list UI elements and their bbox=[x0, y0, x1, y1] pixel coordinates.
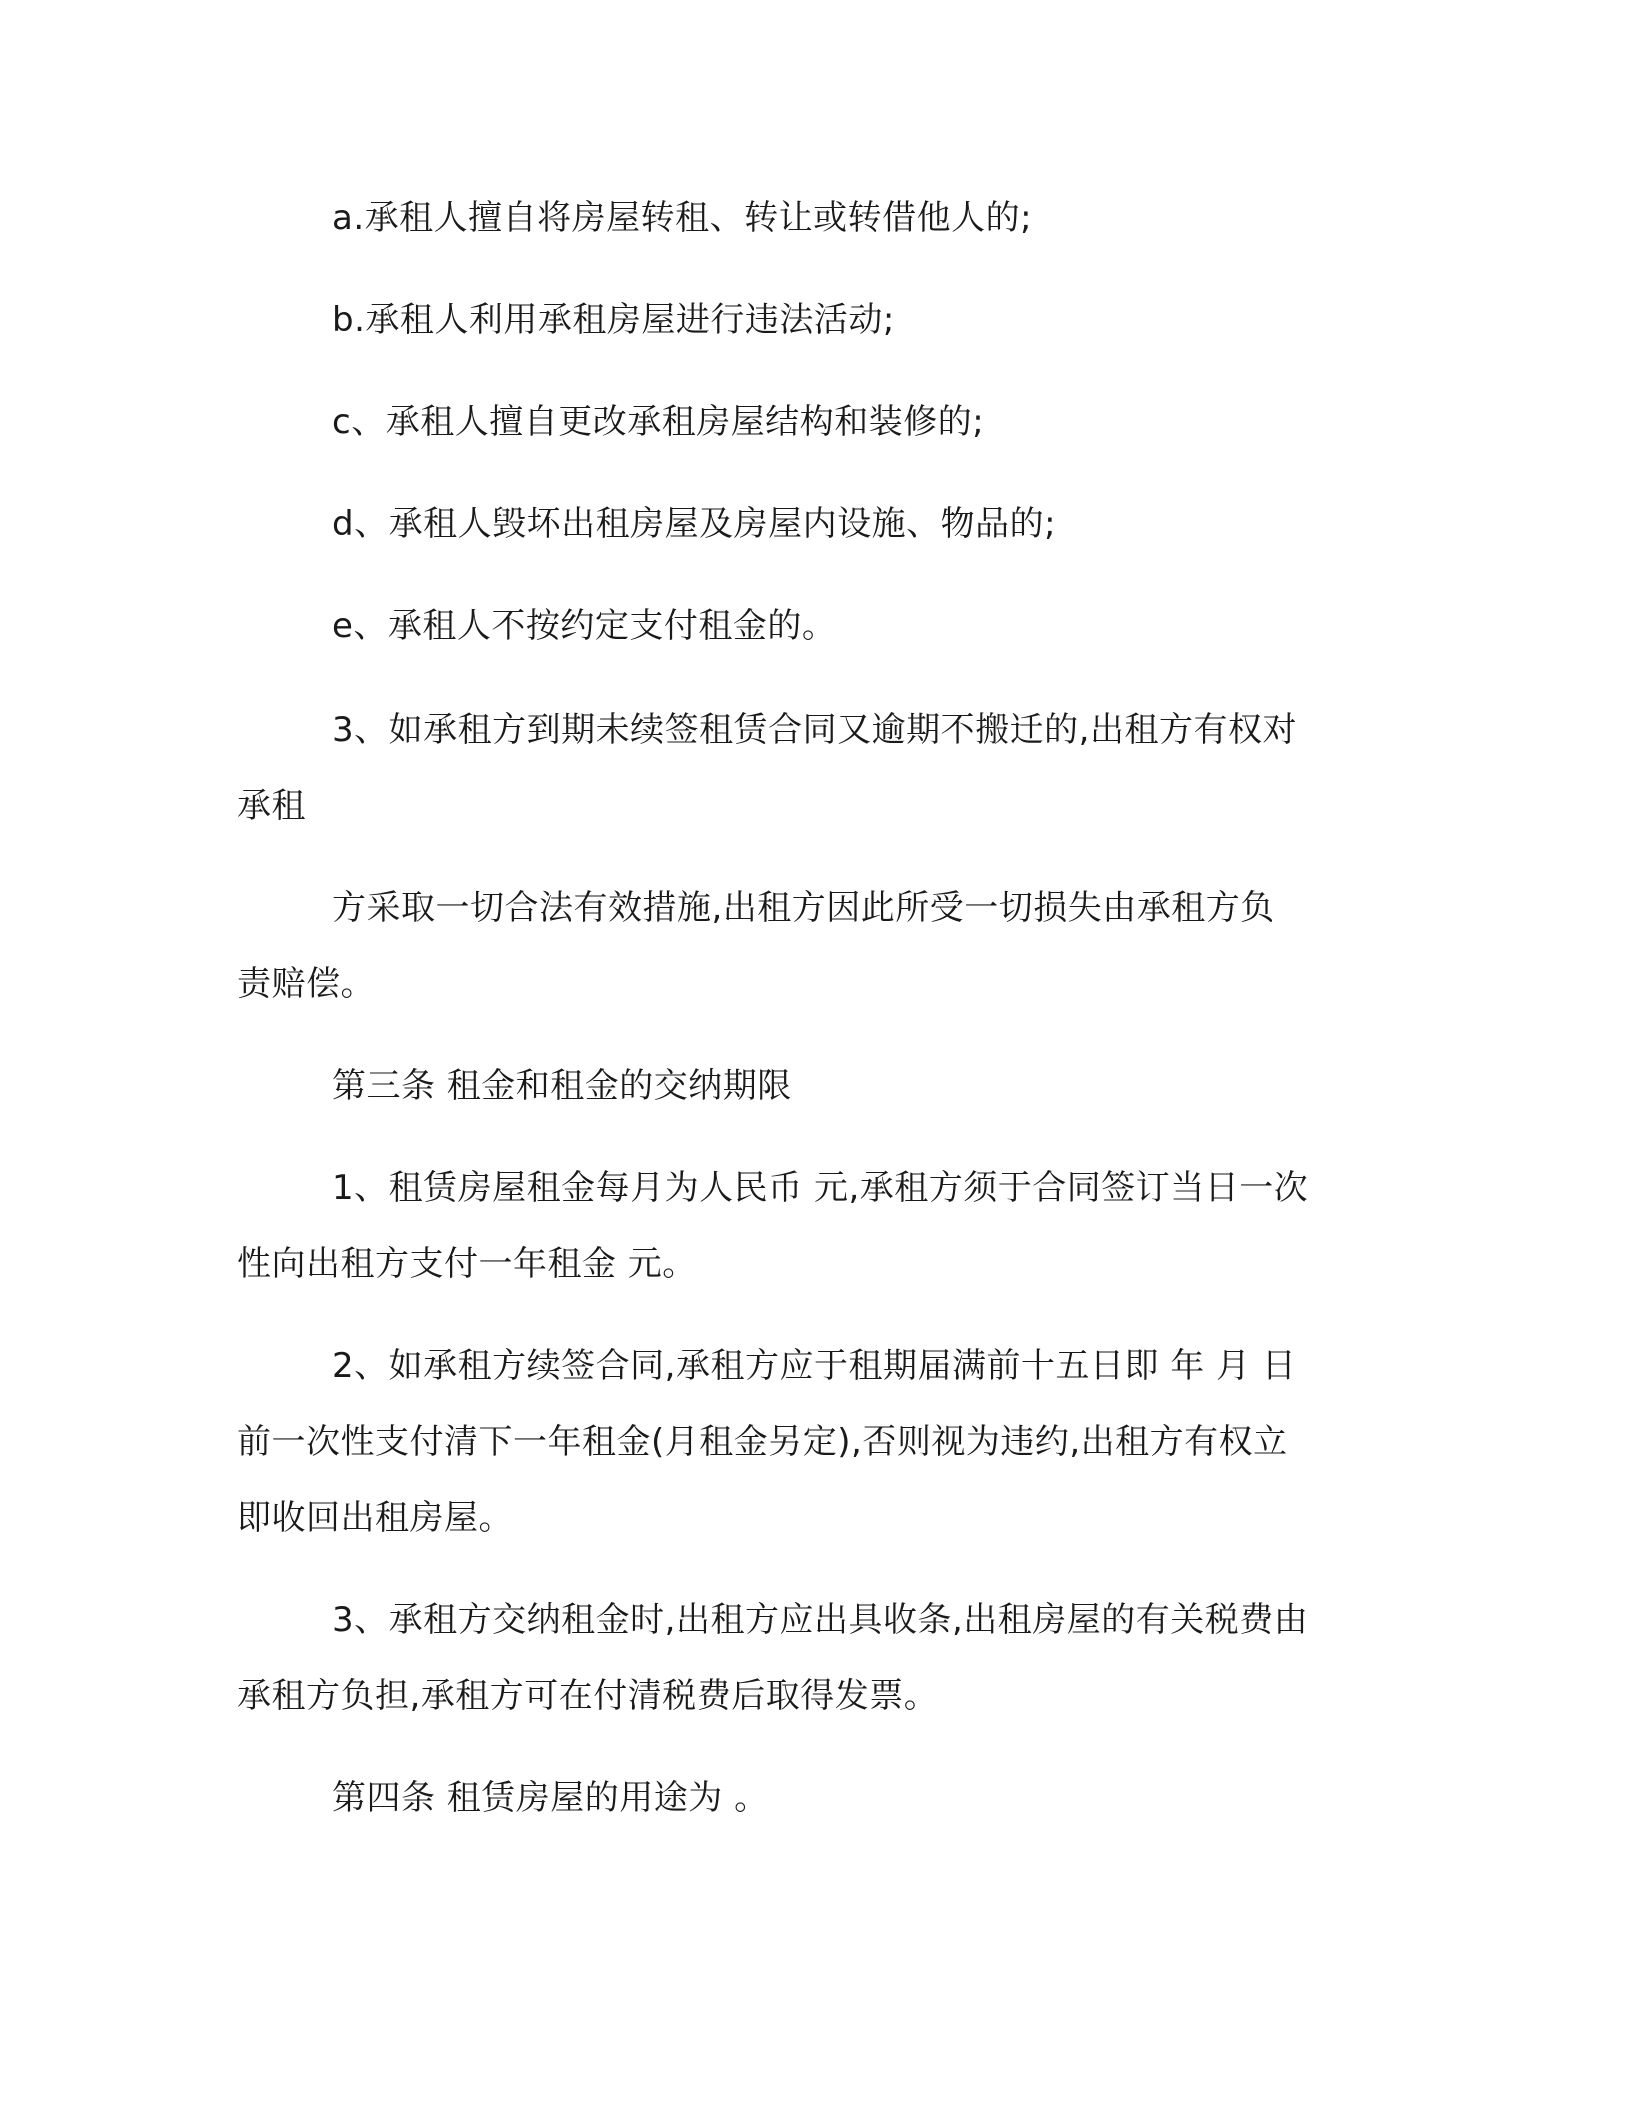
clause-b-line: b.承租人利用承租房屋进行违法活动; bbox=[332, 300, 895, 340]
clause-a-line: a.承租人擅自将房屋转租、转让或转借他人的; bbox=[332, 198, 1033, 238]
rent-item-3-line-1: 3、承租方交纳租金时,出租方应出具收条,出租房屋的有关税费由 bbox=[332, 1600, 1309, 1640]
rent-item-1-line-2: 性向出租方支付一年租金 元。 bbox=[237, 1244, 697, 1284]
article-3-heading: 第三条 租金和租金的交纳期限 bbox=[332, 1066, 792, 1106]
item-3-line-1: 3、如承租方到期未续签租赁合同又逾期不搬迁的,出租方有权对 bbox=[332, 710, 1297, 750]
item-3-line-4: 责赔偿。 bbox=[237, 964, 375, 1004]
article-4-heading: 第四条 租赁房屋的用途为 。 bbox=[332, 1778, 769, 1818]
clause-c-line: c、承租人擅自更改承租房屋结构和装修的; bbox=[332, 402, 985, 442]
item-3-line-2: 承租 bbox=[237, 786, 306, 826]
rent-item-2-line-1: 2、如承租方续签合同,承租方应于租期届满前十五日即 年 月 日 bbox=[332, 1346, 1297, 1386]
rent-item-2-line-2: 前一次性支付清下一年租金(月租金另定),否则视为违约,出租方有权立 bbox=[237, 1422, 1288, 1462]
clause-d-line: d、承租人毁坏出租房屋及房屋内设施、物品的; bbox=[332, 504, 1057, 544]
rent-item-3-line-2: 承租方负担,承租方可在付清税费后取得发票。 bbox=[237, 1676, 939, 1716]
clause-e-line: e、承租人不按约定支付租金的。 bbox=[332, 606, 837, 646]
item-3-line-3: 方采取一切合法有效措施,出租方因此所受一切损失由承租方负 bbox=[332, 888, 1275, 928]
rent-item-2-line-3: 即收回出租房屋。 bbox=[237, 1498, 513, 1538]
rent-item-1-line-1: 1、租赁房屋租金每月为人民币 元,承租方须于合同签订当日一次 bbox=[332, 1168, 1309, 1208]
